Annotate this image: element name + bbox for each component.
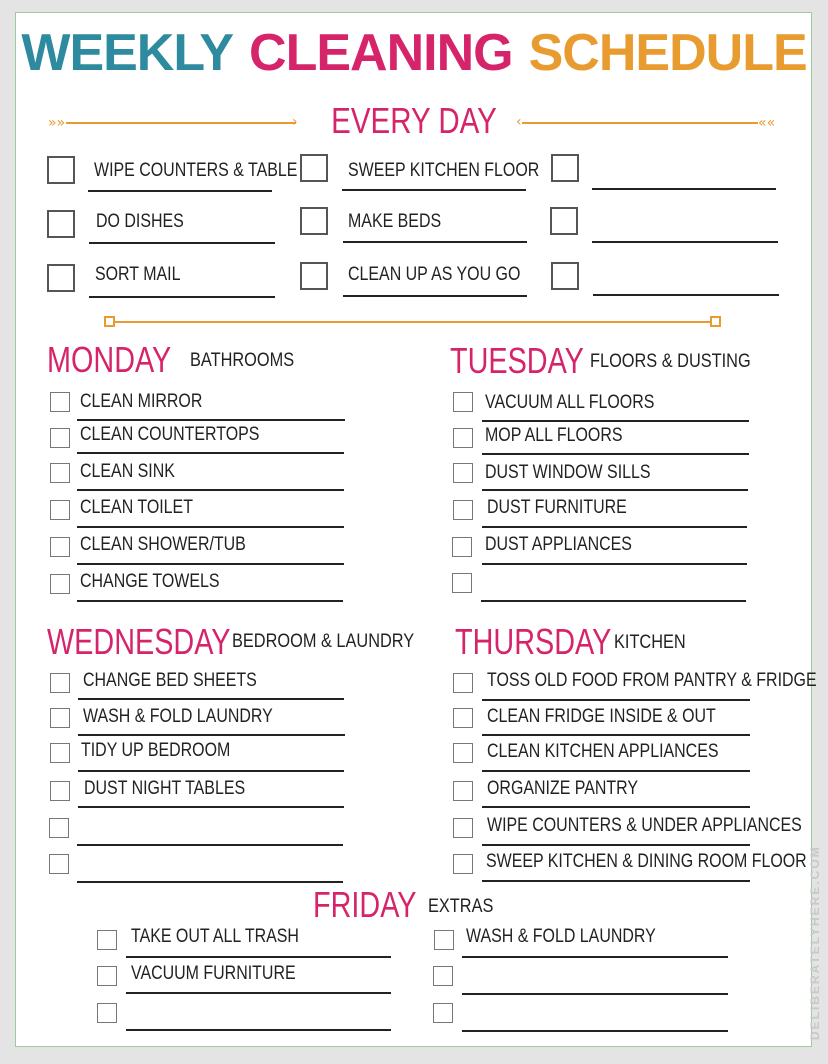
thursday-subtitle: KITCHEN xyxy=(614,632,686,653)
task-label: DO DISHES xyxy=(96,211,184,232)
task-line xyxy=(78,806,344,808)
checkbox[interactable] xyxy=(97,1003,117,1023)
checkbox[interactable] xyxy=(453,781,473,801)
title-weekly: WEEKLY xyxy=(21,24,234,82)
thursday-heading: THURSDAY xyxy=(455,621,612,662)
task-line[interactable] xyxy=(77,881,343,883)
task-line xyxy=(77,526,344,528)
task-label: WASH & FOLD LAUNDRY xyxy=(466,926,656,947)
checkbox[interactable] xyxy=(47,210,75,238)
monday-heading: MONDAY xyxy=(47,339,172,380)
header-rule-right xyxy=(522,122,758,124)
task-line xyxy=(78,770,344,772)
checkbox[interactable] xyxy=(453,500,473,520)
task-label: WIPE COUNTERS & UNDER APPLIANCES xyxy=(487,815,802,836)
task-label: CLEAN UP AS YOU GO xyxy=(348,264,521,285)
checkbox[interactable] xyxy=(47,264,75,292)
task-label: TOSS OLD FOOD FROM PANTRY & FRIDGE xyxy=(487,670,817,691)
arrowhead-right-icon: › xyxy=(292,114,298,130)
task-line[interactable] xyxy=(593,294,779,296)
task-label: CHANGE TOWELS xyxy=(80,571,220,592)
task-label: ORGANIZE PANTRY xyxy=(487,778,639,799)
page-title xyxy=(0,22,828,84)
task-line xyxy=(482,489,748,491)
friday-subtitle: EXTRAS xyxy=(428,896,494,917)
chevrons-right-icon: »» xyxy=(48,115,66,131)
task-line[interactable] xyxy=(462,1030,728,1032)
checkbox[interactable] xyxy=(453,743,473,763)
checkbox[interactable] xyxy=(453,392,473,412)
checkbox[interactable] xyxy=(453,673,473,693)
task-line xyxy=(482,880,750,882)
task-line[interactable] xyxy=(592,241,778,243)
task-label: SORT MAIL xyxy=(95,264,181,285)
section-divider xyxy=(110,321,716,323)
task-line xyxy=(482,844,750,846)
checkbox[interactable] xyxy=(300,262,328,290)
task-line xyxy=(482,770,750,772)
checkbox[interactable] xyxy=(50,428,70,448)
chevrons-left-icon: «« xyxy=(758,115,776,131)
task-line xyxy=(77,452,344,454)
checkbox[interactable] xyxy=(50,537,70,557)
task-label: WIPE COUNTERS & TABLE xyxy=(94,160,298,181)
task-line xyxy=(77,600,343,602)
task-label: CLEAN KITCHEN APPLIANCES xyxy=(487,741,719,762)
task-line xyxy=(482,806,750,808)
task-line xyxy=(78,698,344,700)
checkbox[interactable] xyxy=(550,207,578,235)
checkbox[interactable] xyxy=(50,500,70,520)
title-cleaning: CLEANING xyxy=(249,24,513,82)
task-line[interactable] xyxy=(481,600,746,602)
task-label: CLEAN TOILET xyxy=(80,497,193,518)
checkbox[interactable] xyxy=(47,156,75,184)
task-line xyxy=(77,563,344,565)
checkbox[interactable] xyxy=(453,428,473,448)
task-line xyxy=(77,489,344,491)
checkbox[interactable] xyxy=(50,574,70,594)
checkbox[interactable] xyxy=(433,1003,453,1023)
divider-end-square xyxy=(104,316,115,327)
checkbox[interactable] xyxy=(551,262,579,290)
task-label: CHANGE BED SHEETS xyxy=(83,670,257,691)
monday-subtitle: BATHROOMS xyxy=(190,350,295,371)
checkbox[interactable] xyxy=(453,854,473,874)
task-label: VACUUM ALL FLOORS xyxy=(485,392,655,413)
arrowhead-left-icon: ‹ xyxy=(516,114,522,130)
task-line[interactable] xyxy=(462,993,728,995)
task-label: CLEAN SHOWER/TUB xyxy=(80,534,246,555)
task-line xyxy=(482,563,747,565)
task-line xyxy=(343,295,527,297)
task-label: CLEAN FRIDGE INSIDE & OUT xyxy=(487,706,716,727)
tuesday-heading: TUESDAY xyxy=(450,340,584,381)
checkbox[interactable] xyxy=(453,818,473,838)
task-line xyxy=(482,453,749,455)
task-line xyxy=(342,189,526,191)
task-label: WASH & FOLD LAUNDRY xyxy=(83,706,273,727)
checkbox[interactable] xyxy=(300,207,328,235)
checkbox[interactable] xyxy=(50,392,70,412)
task-label: TIDY UP BEDROOM xyxy=(81,740,231,761)
task-line[interactable] xyxy=(77,844,343,846)
checkbox[interactable] xyxy=(453,463,473,483)
checkbox[interactable] xyxy=(453,708,473,728)
task-label: DUST APPLIANCES xyxy=(485,534,632,555)
task-line[interactable] xyxy=(126,1029,391,1031)
task-line xyxy=(482,526,747,528)
checkbox[interactable] xyxy=(300,154,328,182)
watermark: DELIBERATELYHERE.COM xyxy=(808,845,822,1040)
task-line[interactable] xyxy=(592,188,776,190)
wednesday-subtitle: BEDROOM & LAUNDRY xyxy=(232,631,415,652)
task-label: TAKE OUT ALL TRASH xyxy=(131,926,299,947)
task-line xyxy=(126,956,391,958)
task-label: MAKE BEDS xyxy=(348,211,442,232)
checkbox[interactable] xyxy=(452,537,472,557)
task-line xyxy=(482,734,750,736)
task-line xyxy=(482,420,749,422)
checkbox[interactable] xyxy=(50,463,70,483)
tuesday-subtitle: FLOORS & DUSTING xyxy=(590,351,751,372)
checkbox[interactable] xyxy=(49,854,69,874)
every-day-heading: EVERY DAY xyxy=(331,100,497,141)
task-line xyxy=(482,699,750,701)
task-label: CLEAN COUNTERTOPS xyxy=(80,424,260,445)
task-line xyxy=(78,734,345,736)
checkbox[interactable] xyxy=(50,743,70,763)
task-label: CLEAN MIRROR xyxy=(80,391,203,412)
checkbox[interactable] xyxy=(551,154,579,182)
task-line xyxy=(88,190,272,192)
checkbox[interactable] xyxy=(433,966,453,986)
task-line xyxy=(89,242,275,244)
task-label: DUST WINDOW SILLS xyxy=(485,462,651,483)
task-line xyxy=(343,241,527,243)
task-label: SWEEP KITCHEN & DINING ROOM FLOOR xyxy=(486,851,807,872)
task-label: SWEEP KITCHEN FLOOR xyxy=(348,160,540,181)
checkbox[interactable] xyxy=(50,708,70,728)
checkbox[interactable] xyxy=(50,781,70,801)
wednesday-heading: WEDNESDAY xyxy=(47,621,231,662)
checkbox[interactable] xyxy=(97,930,117,950)
friday-heading: FRIDAY xyxy=(313,884,417,925)
task-label: VACUUM FURNITURE xyxy=(131,963,296,984)
task-label: CLEAN SINK xyxy=(80,461,175,482)
task-label: DUST NIGHT TABLES xyxy=(84,778,246,799)
checkbox[interactable] xyxy=(434,930,454,950)
task-line xyxy=(462,956,728,958)
task-label: MOP ALL FLOORS xyxy=(485,425,623,446)
checkbox[interactable] xyxy=(97,966,117,986)
task-line xyxy=(89,296,275,298)
checkbox[interactable] xyxy=(452,573,472,593)
title-schedule: SCHEDULE xyxy=(528,24,807,82)
checkbox[interactable] xyxy=(49,818,69,838)
task-line xyxy=(126,992,391,994)
task-label: DUST FURNITURE xyxy=(487,497,627,518)
task-line xyxy=(77,419,345,421)
divider-end-square xyxy=(710,316,721,327)
checkbox[interactable] xyxy=(50,673,70,693)
